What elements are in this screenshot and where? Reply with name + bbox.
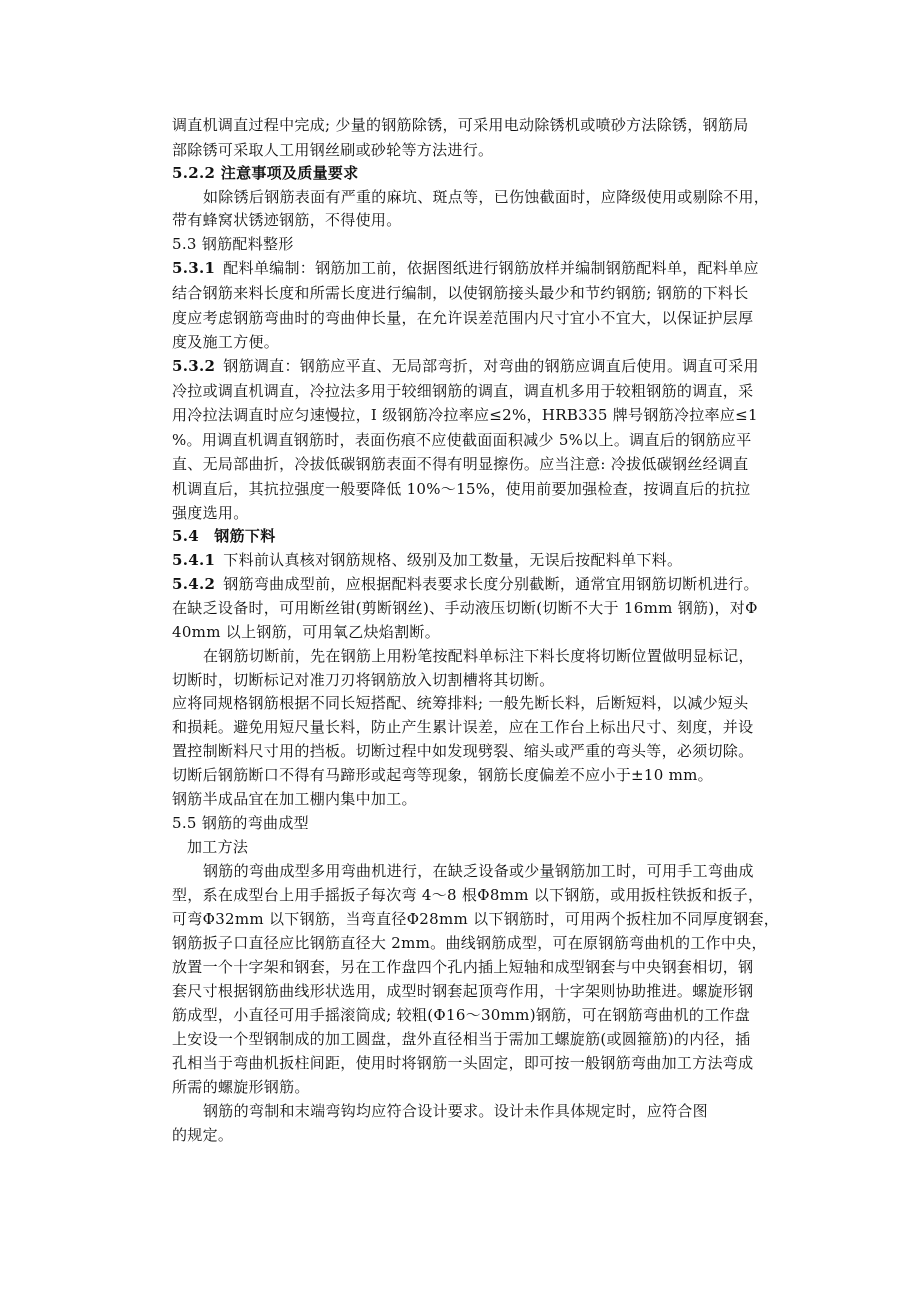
text-line: 结合钢筋来料长度和所需长度进行编制，以使钢筋接头最少和节约钢筋; 钢筋的下料长 — [172, 284, 749, 302]
text-line: 置控制断料尺寸用的挡板。切断过程中如发现劈裂、缩头或严重的弯头等，必须切除。 — [172, 742, 754, 760]
text-line: 切断时，切断标记对准刀刃将钢筋放入切割槽将其切断。 — [172, 671, 555, 689]
clause-number: 5.4.1 — [172, 551, 216, 569]
text-line: 机调直后，其抗拉强度一般要降低 10%～15%，使用前要加强检查，按调直后的抗拉 — [172, 480, 751, 498]
text-line: 钢筋半成品宜在加工棚内集中加工。 — [172, 790, 417, 808]
text-line: 套尺寸根据钢筋曲线形状选用，成型时钢套起顶弯作用，十字架则协助推进。螺旋形钢 — [172, 982, 754, 1000]
text-line: 钢筋的弯曲成型多用弯曲机进行，在缺乏设备或少量钢筋加工时，可用手工弯曲成 — [203, 862, 754, 880]
text-line: 强度选用。 — [172, 504, 249, 522]
text-line: 的规定。 — [172, 1126, 234, 1144]
text-line: 可弯Φ32mm 以下钢筋，当弯直径Φ28mm 以下钢筋时，可用两个扳柱加不同厚度钢套， — [172, 910, 780, 928]
text-line: 应将同规格钢筋根据不同长短搭配、统筹排料; 一般先断长料，后断短料，以减少短头 — [172, 694, 749, 712]
section-heading-5-4: 5.4 钢筋下料 — [172, 527, 276, 545]
text-line: 放置一个十字架和钢套，另在工作盘四个孔内插上短轴和成型钢套与中央钢套相切，钢 — [172, 958, 754, 976]
text-line: 部除锈可采取人工用钢丝刷或砂轮等方法进行。 — [172, 141, 494, 159]
text-line: 带有蜂窝状锈迹钢筋，不得使用。 — [172, 211, 402, 229]
subheading-processing-method: 加工方法 — [187, 838, 249, 856]
text-line: 用冷拉法调直时应匀速慢拉，I 级钢筋冷拉率应≤2%，HRB335 牌号钢筋冷拉率应≤1 — [172, 406, 758, 424]
text-line: 所需的螺旋形钢筋。 — [172, 1078, 310, 1096]
text-line: 如除锈后钢筋表面有严重的麻坑、斑点等，已伤蚀截面时，应降级使用或剔除不用， — [203, 188, 770, 206]
text-line: 孔相当于弯曲机扳柱间距，使用时将钢筋一头固定，即可按一般钢筋弯曲加工方法弯成 — [172, 1054, 754, 1072]
text-line: 配料单编制：钢筋加工前，依据图纸进行钢筋放样并编制钢筋配料单，配料单应 — [223, 259, 759, 277]
text-line: %。用调直机调直钢筋时，表面伤痕不应使截面面积减少 5%以上。调直后的钢筋应平 — [172, 431, 752, 449]
text-line: 钢筋弯曲成型前，应根据配料表要求长度分别截断，通常宜用钢筋切断机进行。 — [223, 575, 759, 593]
text-line: 度及施工方便。 — [172, 333, 280, 351]
text-line: 度应考虑钢筋弯曲时的弯曲伸长量，在允许误差范围内尺寸宜小不宜大，以保证护层厚 — [172, 309, 754, 327]
text-line: 下料前认真核对钢筋规格、级别及加工数量，无误后按配料单下料。 — [223, 551, 683, 569]
text-line: 冷拉或调直机调直，冷拉法多用于较细钢筋的调直，调直机多用于较粗钢筋的调直，采 — [172, 382, 754, 400]
text-line: 在缺乏设备时，可用断丝钳(剪断钢丝)、手动液压切断(切断不大于 16mm 钢筋)，对Φ — [172, 599, 758, 617]
text-line: 钢筋调直：钢筋应平直、无局部弯折，对弯曲的钢筋应调直后使用。调直可采用 — [223, 357, 759, 375]
text-line: 在钢筋切断前，先在钢筋上用粉笔按配料单标注下料长度将切断位置做明显标记， — [203, 647, 754, 665]
paragraph-5-3-1 — [172, 258, 792, 279]
text-line: 切断后钢筋断口不得有马蹄形或起弯等现象，钢筋长度偏差不应小于±10 mm。 — [172, 766, 713, 784]
text-line: 40mm 以上钢筋，可用氧乙炔焰割断。 — [172, 623, 441, 641]
text-line: 钢筋的弯制和末端弯钩均应符合设计要求。设计未作具体规定时，应符合图 — [203, 1102, 708, 1120]
text-line: 钢筋扳子口直径应比钢筋直径大 2mm。曲线钢筋成型，可在原钢筋弯曲机的工作中央， — [172, 934, 767, 952]
text-line: 筋成型，小直径可用手摇滚筒成; 较粗(Φ16～30mm)钢筋，可在钢筋弯曲机的工作盘 — [172, 1006, 751, 1024]
clause-number: 5.4.2 — [172, 575, 216, 593]
text-line: 直、无局部曲折，冷拔低碳钢筋表面不得有明显擦伤。应当注意: 冷拔低碳钢丝经调直 — [172, 455, 749, 473]
paragraph-5-4-2 — [172, 574, 792, 595]
text-line: 上安设一个型钢制成的加工圆盘，盘外直径相当于需加工螺旋筋(或圆箍筋)的内径，插 — [172, 1030, 751, 1048]
text-line: 调直机调直过程中完成; 少量的钢筋除锈，可采用电动除锈机或喷砂方法除锈，钢筋局 — [172, 116, 749, 134]
text-line: 和损耗。避免用短尺量长料，防止产生累计误差，应在工作台上标出尺寸、刻度，并设 — [172, 718, 754, 736]
clause-number: 5.3.2 — [172, 357, 216, 375]
paragraph-5-3-2 — [172, 356, 792, 377]
clause-number: 5.3.1 — [172, 259, 216, 277]
paragraph-5-4-1 — [172, 550, 792, 571]
section-heading-5-2-2: 5.2.2 注意事项及质量要求 — [172, 164, 359, 182]
section-heading-5-3: 5.3 钢筋配料整形 — [172, 235, 294, 253]
text-line: 型，系在成型台上用手摇扳子每次弯 4～8 根Φ8mm 以下钢筋，或用扳柱铁扳和扳子， — [172, 886, 764, 904]
section-heading-5-5: 5.5 钢筋的弯曲成型 — [172, 814, 309, 832]
